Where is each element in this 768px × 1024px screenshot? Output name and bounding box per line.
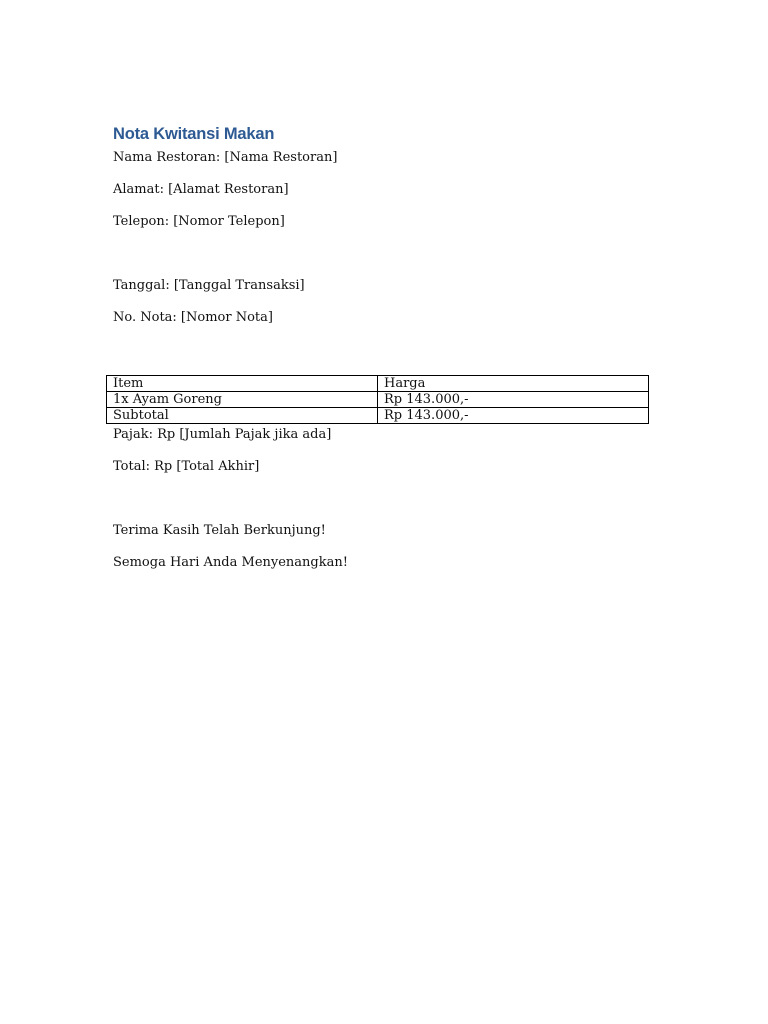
table-row [107,392,649,408]
document-title: Nota Kwitansi Makan [113,125,275,143]
address-line: Alamat: [Alamat Restoran] [113,182,289,197]
phone-line: Telepon: [Nomor Telepon] [113,214,285,229]
receipt-number-line: No. Nota: [Nomor Nota] [113,310,273,325]
restaurant-name-line: Nama Restoran: [Nama Restoran] [113,150,338,165]
column-header-item: Item [107,376,378,392]
date-line: Tanggal: [Tanggal Transaksi] [113,278,305,293]
wish-line: Semoga Hari Anda Menyenangkan! [113,555,348,570]
total-line: Total: Rp [Total Akhir] [113,459,260,474]
items-table [106,375,649,424]
table-row [107,408,649,424]
item-name-cell: 1x Ayam Goreng [107,392,378,408]
tax-line: Pajak: Rp [Jumlah Pajak jika ada] [113,427,332,442]
thanks-line: Terima Kasih Telah Berkunjung! [113,523,326,538]
table-header-row [107,376,649,392]
column-header-price: Harga [378,376,649,392]
item-price-cell: Rp 143.000,- [378,392,649,408]
subtotal-value-cell: Rp 143.000,- [378,408,649,424]
subtotal-label-cell: Subtotal [107,408,378,424]
